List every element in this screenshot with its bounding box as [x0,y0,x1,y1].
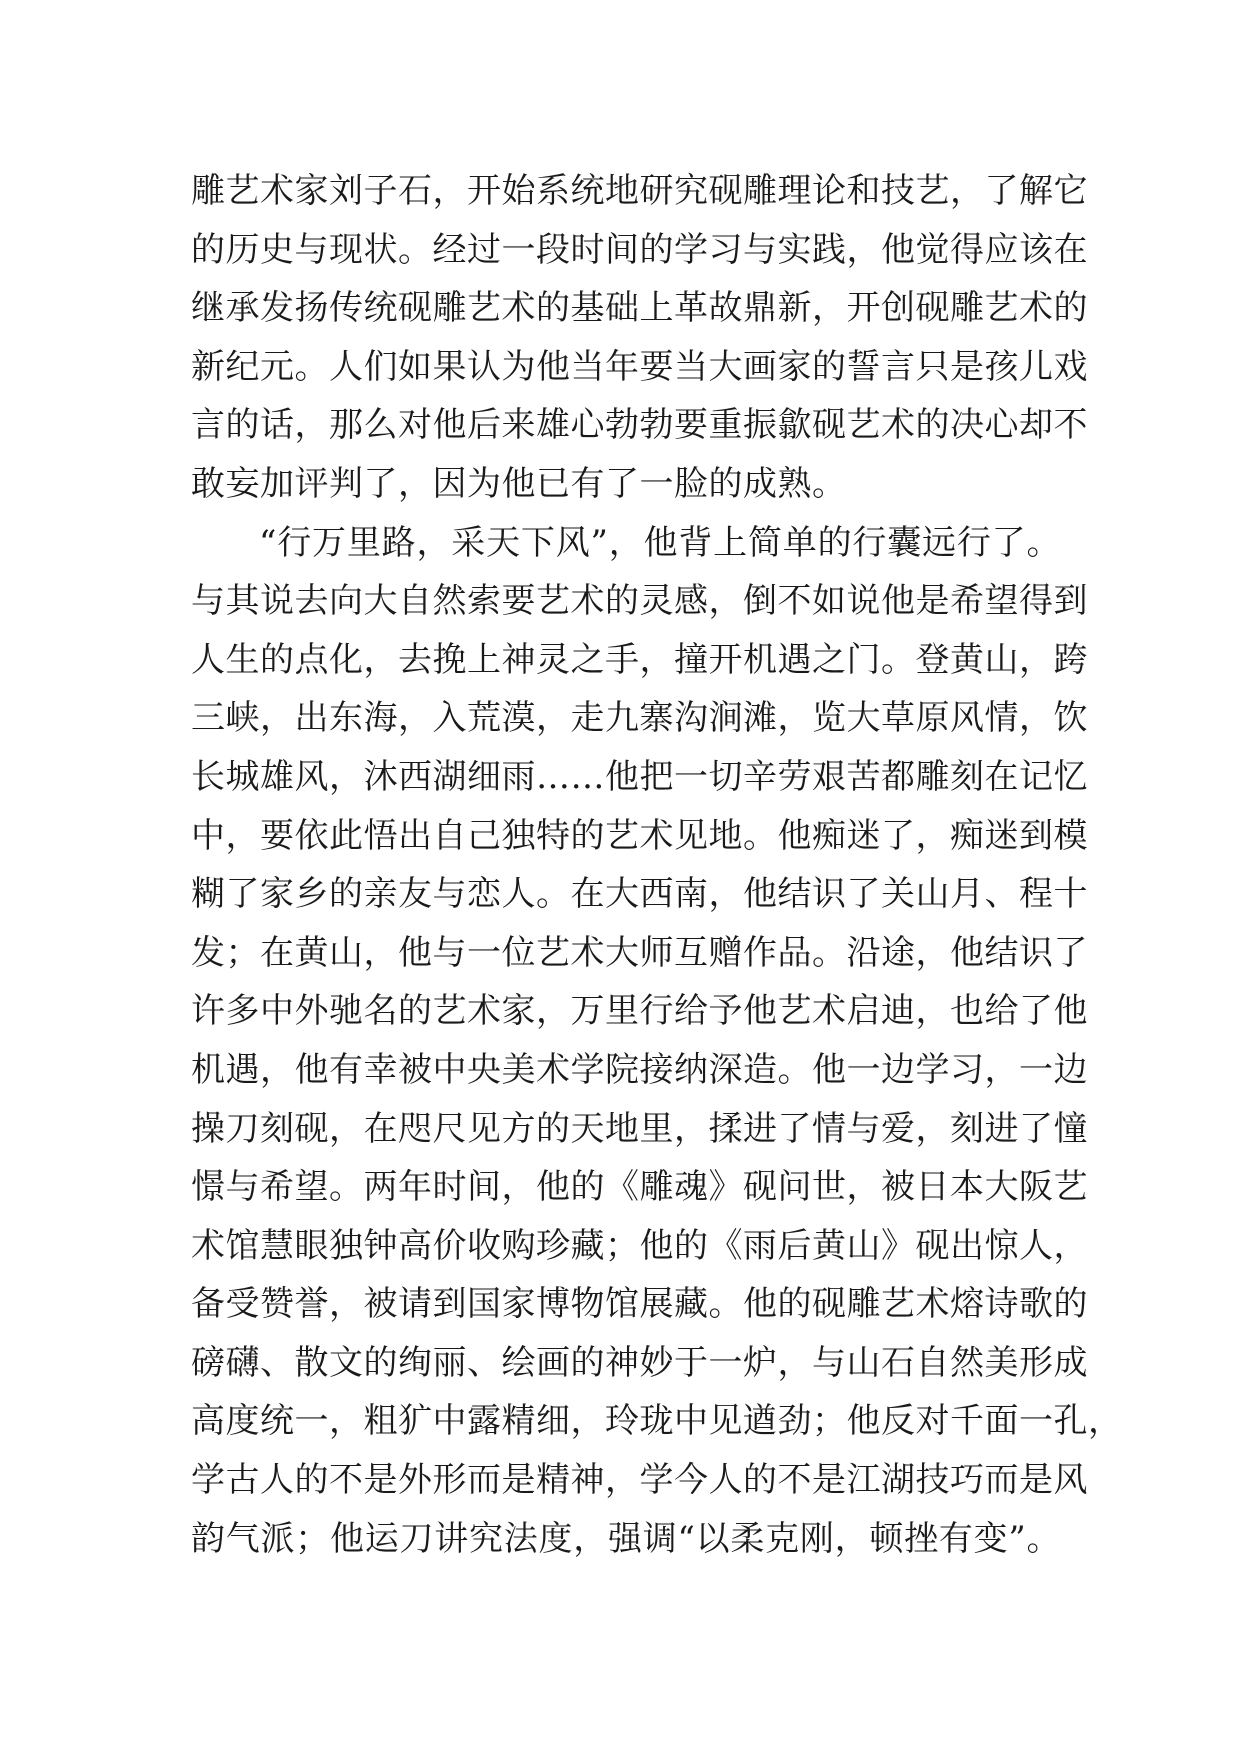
paragraph-1 [191,162,1088,514]
text-line: 糊了家乡的亲友与恋人。在大西南，他结识了关山月、程十 [191,874,1088,915]
text-line: 中，要依此悟出自己独特的艺术见地。他痴迷了，痴迷到模 [191,815,1088,856]
paragraph-2 [191,514,1123,1569]
text-line: 长城雄风，沐西湖细雨……他把一切辛劳艰苦都雕刻在记忆 [191,756,1088,797]
text-line: 的历史与现状。经过一段时间的学习与实践，他觉得应该在 [191,229,1088,270]
text-line: 言的话，那么对他后来雄心勃勃要重振歙砚艺术的决心却不 [191,405,1088,446]
text-line: 高度统一，粗犷中露精细，玲珑中见遒劲；他反对千面一孔， [191,1401,1123,1442]
text-line: 三峡，出东海，入荒漠，走九寨沟涧滩，览大草原风情，饮 [191,698,1088,739]
body-text [191,162,1123,1568]
text-line: 雕艺术家刘子石，开始系统地研究砚雕理论和技艺，了解它 [191,171,1088,211]
text-line: 与其说去向大自然索要艺术的灵感，倒不如说他是希望得到 [191,581,1088,622]
text-line: 术馆慧眼独钟高价收购珍藏；他的《雨后黄山》砚出惊人， [191,1225,1088,1266]
text-line: 学古人的不是外形而是精神，学今人的不是江湖技巧而是风 [191,1460,1088,1501]
text-line: 人生的点化，去挽上神灵之手，撞开机遇之门。登黄山，跨 [191,639,1088,680]
text-line: 敢妄加评判了，因为他已有了一脸的成熟。 [191,463,847,504]
text-line: 磅礴、散文的绚丽、绘画的神妙于一炉，与山石自然美形成 [191,1342,1088,1383]
text-line: 继承发扬传统砚雕艺术的基础上革故鼎新，开创砚雕艺术的 [191,288,1088,329]
text-line: 备受赞誉，被请到国家博物馆展藏。他的砚雕艺术熔诗歌的 [191,1284,1088,1325]
text-line: 发；在黄山，他与一位艺术大师互赠作品。沿途，他结识了 [191,932,1088,973]
text-line: 机遇，他有幸被中央美术学院接纳深造。他一边学习，一边 [191,1049,1088,1090]
text-line: 憬与希望。两年时间，他的《雕魂》砚问世，被日本大阪艺 [191,1167,1088,1208]
text-line: “行万里路，采天下风”，他背上简单的行囊远行了。 [259,522,1061,563]
text-line: 新纪元。人们如果认为他当年要当大画家的誓言只是孩儿戏 [191,346,1088,387]
text-line: 韵气派；他运刀讲究法度，强调“以柔克刚，顿挫有变”。 [191,1518,1061,1559]
text-line: 操刀刻砚，在咫尺见方的天地里，揉进了情与爱，刻进了憧 [191,1108,1088,1149]
text-line: 许多中外驰名的艺术家，万里行给予他艺术启迪，也给了他 [191,991,1088,1032]
